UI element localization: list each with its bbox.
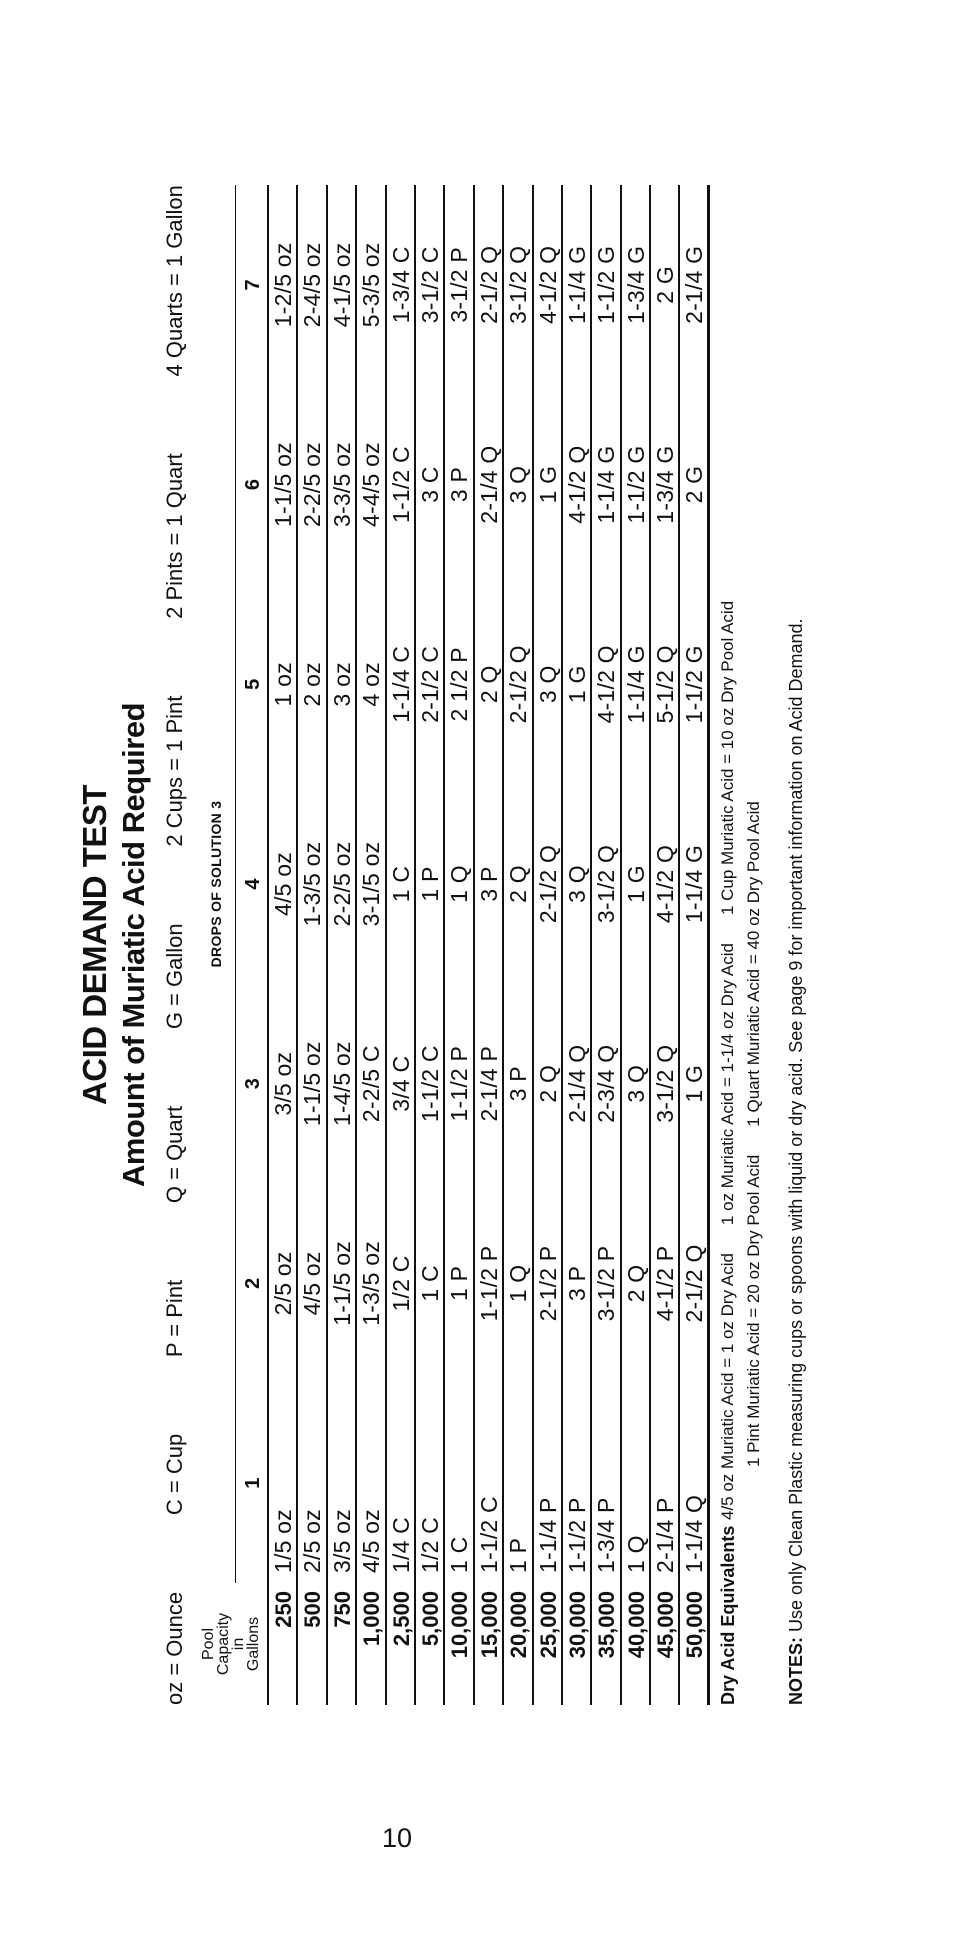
pool-capacity-cell: 50,000	[680, 1583, 709, 1705]
table-cell: 1-3/4 G	[622, 185, 651, 385]
unit-cup: C = Cup	[162, 1433, 187, 1516]
pool-header-line: Gallons	[245, 1616, 262, 1672]
table-cell: 4-1/2 P	[651, 1184, 680, 1384]
pool-header-line: in	[230, 1637, 247, 1651]
table-cell: 2 G	[680, 385, 709, 585]
equivalent-item: 4/5 oz Muriatic Acid = 1 oz Dry Acid	[718, 1253, 737, 1520]
pool-capacity-cell: 20,000	[504, 1583, 533, 1705]
table-cell: 2-1/2 C	[416, 584, 445, 784]
equivalent-item: 1 Cup Muriatic Acid = 10 oz Dry Pool Acid	[718, 600, 737, 916]
table-cell: 4-1/2 Q	[534, 185, 563, 385]
table-cell: 1/2 C	[416, 1383, 445, 1583]
table-cell: 3/4 C	[387, 984, 416, 1184]
table-cell: 1 C	[387, 784, 416, 984]
column-header: 6	[235, 385, 269, 585]
table-cell: 4/5 oz	[357, 1383, 386, 1583]
table-cell: 3 Q	[622, 984, 651, 1184]
table-cell: 2 Q	[475, 584, 504, 784]
table-cell: 3/5 oz	[269, 984, 298, 1184]
table-cell: 1 oz	[269, 584, 298, 784]
table-cell: 1-3/5 oz	[357, 1184, 386, 1384]
column-header: 3	[235, 984, 269, 1184]
table-cell: 1-1/2 C	[416, 984, 445, 1184]
pool-capacity-header	[197, 1583, 269, 1705]
acid-table	[197, 185, 710, 1705]
table-cell: 2-2/5 oz	[328, 784, 357, 984]
table-cell: 1-1/4 G	[563, 185, 592, 385]
table-cell: 1-1/4 P	[534, 1383, 563, 1583]
page-title: ACID DEMAND TEST	[76, 784, 113, 1106]
table-cell: 3-1/5 oz	[357, 784, 386, 984]
table-cell: 2-1/2 Q	[534, 784, 563, 984]
table-cell: 2-1/4 Q	[475, 385, 504, 585]
unit-ounce: oz = Ounce	[162, 1591, 187, 1705]
table-cell: 1-1/2 C	[387, 385, 416, 585]
table-cell: 2 Q	[622, 1184, 651, 1384]
table-cell: 2/5 oz	[298, 1383, 327, 1583]
table-cell: 1-1/5 oz	[298, 984, 327, 1184]
table-cell: 1-4/5 oz	[328, 984, 357, 1184]
table-cell: 1 G	[534, 385, 563, 585]
table-cell: 2-4/5 oz	[298, 185, 327, 385]
column-header: 1	[235, 1383, 269, 1583]
table-cell: 3 Q	[504, 385, 533, 585]
table-cell: 2 1/2 P	[445, 584, 474, 784]
pool-capacity-cell: 15,000	[475, 1583, 504, 1705]
table-cell: 2 Q	[504, 784, 533, 984]
table-cell: 4-1/5 oz	[328, 185, 357, 385]
table-cell: 2-1/4 Q	[563, 984, 592, 1184]
table-cell: 3-1/2 P	[592, 1184, 621, 1384]
column-header: 7	[235, 185, 269, 385]
table-cell: 1-3/4 P	[592, 1383, 621, 1583]
table-cell: 2-1/4 P	[475, 984, 504, 1184]
equivalent-item: 1 oz Muriatic Acid = 1-1/4 oz Dry Acid	[718, 943, 737, 1226]
rotated-sheet	[75, 185, 845, 1705]
table-cell: 3-3/5 oz	[328, 385, 357, 585]
table-cell: 2-1/4 G	[680, 185, 709, 385]
table-cell: 1 C	[416, 1184, 445, 1384]
pool-header-line: Pool	[200, 1627, 217, 1661]
page-number: 10	[381, 1823, 413, 1853]
table-cell: 4/5 oz	[269, 784, 298, 984]
table-cell: 1 Q	[504, 1184, 533, 1384]
table-cell: 1 Q	[622, 1383, 651, 1583]
table-cell: 5-1/2 Q	[651, 584, 680, 784]
pool-capacity-cell: 5,000	[416, 1583, 445, 1705]
table-cell: 2 oz	[298, 584, 327, 784]
table-cell: 1-1/2 G	[592, 185, 621, 385]
table-cell: 4-4/5 oz	[357, 385, 386, 585]
table-cell: 5-3/5 oz	[357, 185, 386, 385]
table-cell: 4-1/2 Q	[651, 784, 680, 984]
table-cell: 1-3/4 C	[387, 185, 416, 385]
unit-pint: P = Pint	[162, 1279, 187, 1358]
table-cell: 3-1/2 Q	[504, 185, 533, 385]
table-cell: 1/5 oz	[269, 1383, 298, 1583]
table-cell: 3 Q	[563, 784, 592, 984]
table-cell: 1/4 C	[387, 1383, 416, 1583]
table-cell: 3 oz	[328, 584, 357, 784]
table-cell: 1-3/4 G	[651, 385, 680, 585]
unit-pints-quart: 2 Pints = 1 Quart	[162, 453, 187, 619]
pool-capacity-cell: 30,000	[563, 1583, 592, 1705]
table-cell: 1-1/2 G	[680, 584, 709, 784]
column-header: 4	[235, 784, 269, 984]
table-cell: 4 oz	[357, 584, 386, 784]
table-cell: 2-1/4 P	[651, 1383, 680, 1583]
equivalent-item: 1 Quart Muriatic Acid = 40 oz Dry Pool Acid	[744, 801, 763, 1127]
table-cell: 1-1/4 G	[592, 385, 621, 585]
page-subtitle: Amount of Muriatic Acid Required	[116, 702, 151, 1188]
table-cell: 3 Q	[534, 584, 563, 784]
table-cell: 3-1/2 Q	[592, 784, 621, 984]
pool-capacity-cell: 250	[269, 1583, 298, 1705]
unit-legend	[155, 185, 195, 1705]
column-header: 5	[235, 584, 269, 784]
table-cell: 1-1/2 P	[445, 984, 474, 1184]
unit-quarts-gallon: 4 Quarts = 1 Gallon	[162, 185, 187, 377]
table-cell: 2/5 oz	[269, 1184, 298, 1384]
table-cell: 2-1/2 Q	[680, 1184, 709, 1384]
table-cell: 2-3/4 Q	[592, 984, 621, 1184]
notes	[783, 185, 809, 1705]
table-cell: 4-1/2 Q	[563, 385, 592, 585]
table-cell: 1-1/2 C	[475, 1383, 504, 1583]
drops-header: DROPS OF SOLUTION 3	[208, 800, 224, 968]
table-cell: 3-1/2 Q	[651, 984, 680, 1184]
table-cell: 2 Q	[534, 984, 563, 1184]
table-cell: 2-1/2 Q	[504, 584, 533, 784]
table-cell: 1-1/4 G	[622, 584, 651, 784]
dry-acid-equivalents	[715, 185, 767, 1705]
table-cell: 1-1/4 Q	[680, 1383, 709, 1583]
table-cell: 3 P	[563, 1184, 592, 1384]
equivalents-row	[741, 185, 767, 1705]
unit-quart: Q = Quart	[162, 1105, 187, 1204]
table-cell: 1-3/5 oz	[298, 784, 327, 984]
pool-capacity-cell: 500	[298, 1583, 327, 1705]
table-cell: 1-1/5 oz	[328, 1184, 357, 1384]
table-cell: 2-2/5 oz	[298, 385, 327, 585]
table-cell: 3 P	[504, 984, 533, 1184]
equivalents-row	[715, 185, 741, 1705]
table-cell: 1-1/4 C	[387, 584, 416, 784]
pool-capacity-cell: 10,000	[445, 1583, 474, 1705]
table-cell: 1 G	[622, 784, 651, 984]
table-cell: 1 P	[504, 1383, 533, 1583]
table-cell: 3-1/2 P	[445, 185, 474, 385]
table-cell: 3/5 oz	[328, 1383, 357, 1583]
notes-text: Use only Clean Plastic measuring cups or spoons with liquid or dry acid. See page 9 for important information on Acid Demand.	[786, 618, 806, 1637]
table-cell: 1 P	[445, 1184, 474, 1384]
table-cell: 1-2/5 oz	[269, 185, 298, 385]
pool-capacity-cell: 35,000	[592, 1583, 621, 1705]
table-cell: 3 C	[416, 385, 445, 585]
table-cell: 1 P	[416, 784, 445, 984]
pool-capacity-cell: 750	[328, 1583, 357, 1705]
unit-cups-pint: 2 Cups = 1 Pint	[162, 695, 187, 847]
column-header: 2	[235, 1184, 269, 1384]
table-cell: 1/2 C	[387, 1184, 416, 1384]
table-cell: 1 G	[680, 984, 709, 1184]
table-cell: 1-1/4 G	[680, 784, 709, 984]
table-cell: 3 P	[445, 385, 474, 585]
table-cell: 1 G	[563, 584, 592, 784]
equivalents-label: Dry Acid Equivalents	[718, 1525, 738, 1705]
table-cell: 1-1/2 P	[563, 1383, 592, 1583]
table-cell: 2-1/2 P	[534, 1184, 563, 1384]
notes-label: NOTES:	[786, 1636, 806, 1705]
table-cell: 3 P	[475, 784, 504, 984]
unit-gallon: G = Gallon	[162, 923, 187, 1030]
pool-capacity-cell: 25,000	[534, 1583, 563, 1705]
equivalent-item: 1 Pint Muriatic Acid = 20 oz Dry Pool Acid	[744, 1154, 763, 1467]
table-cell: 1 C	[445, 1383, 474, 1583]
table-cell: 1-1/2 P	[475, 1184, 504, 1384]
table-cell: 1-1/5 oz	[269, 385, 298, 585]
pool-capacity-cell: 40,000	[622, 1583, 651, 1705]
table-cell: 2-1/2 Q	[475, 185, 504, 385]
pool-capacity-cell: 2,500	[387, 1583, 416, 1705]
table-cell: 4-1/2 Q	[592, 584, 621, 784]
table-cell: 1-1/2 G	[622, 385, 651, 585]
table-cell: 2-2/5 C	[357, 984, 386, 1184]
pool-capacity-cell: 45,000	[651, 1583, 680, 1705]
pool-header-line: Capacity	[215, 1612, 232, 1676]
table-cell: 3-1/2 C	[416, 185, 445, 385]
table-cell: 1 Q	[445, 784, 474, 984]
table-cell: 4/5 oz	[298, 1184, 327, 1384]
pool-capacity-cell: 1,000	[357, 1583, 386, 1705]
table-cell: 2 G	[651, 185, 680, 385]
